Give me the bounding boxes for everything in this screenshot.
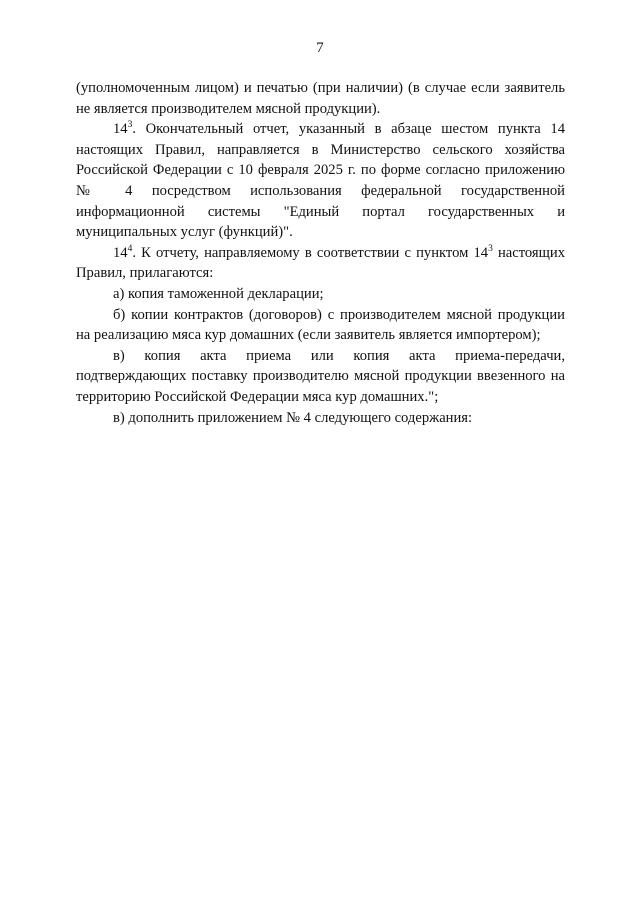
list-item-b	[76, 305, 565, 346]
paragraph-text-continued: настоящих Правил, прилагаются:	[76, 244, 565, 282]
paragraph-14-4	[76, 243, 565, 284]
paragraph-text: в) копия акта приема или копия акта приема-передачи, подтверждающих поставку производителю мясной продукции ввезенного на территорию Российской Федерации мяса кур домашних.";	[76, 347, 565, 405]
paragraph-continuation	[76, 78, 565, 119]
amendment-item-v	[76, 408, 565, 429]
list-item-a	[76, 284, 565, 305]
page-number: 7	[316, 40, 324, 56]
paragraph-14-3	[76, 119, 565, 243]
paragraph-text: в) дополнить приложением № 4 следующего содержания:	[113, 409, 473, 426]
reference-superscript: 3	[488, 243, 493, 254]
document-body	[76, 78, 565, 428]
paragraph-text: б) копии контрактов (договоров) с производителем мясной продукции на реализацию мяса кур домашних (если заявитель является импортером);	[76, 306, 565, 344]
list-item-v	[76, 346, 565, 408]
clause-superscript: 4	[127, 243, 133, 254]
clause-number: 14	[113, 244, 128, 261]
clause-superscript: 3	[127, 120, 133, 131]
paragraph-text: (уполномоченным лицом) и печатью (при наличии) (в случае если заявитель не является производителем мясной продукции).	[76, 80, 565, 117]
paragraph-text: . К отчету, направляемому в соответствии с пунктом 14	[132, 244, 489, 261]
paragraph-text: а) копия таможенной декларации;	[113, 285, 324, 302]
paragraph-text: . Окончательный отчет, указанный в абзаце шестом пункта 14 настоящих Правил, направляется в Министерство сельского хозяйства Российской Федерации с 10 февраля 2025 г. по форме согласно приложению № 4 посредством использования федеральной государственной информационной системы "Единый портал государственных и муниципальных услуг (функций)".	[76, 121, 565, 241]
clause-number: 14	[113, 121, 128, 138]
